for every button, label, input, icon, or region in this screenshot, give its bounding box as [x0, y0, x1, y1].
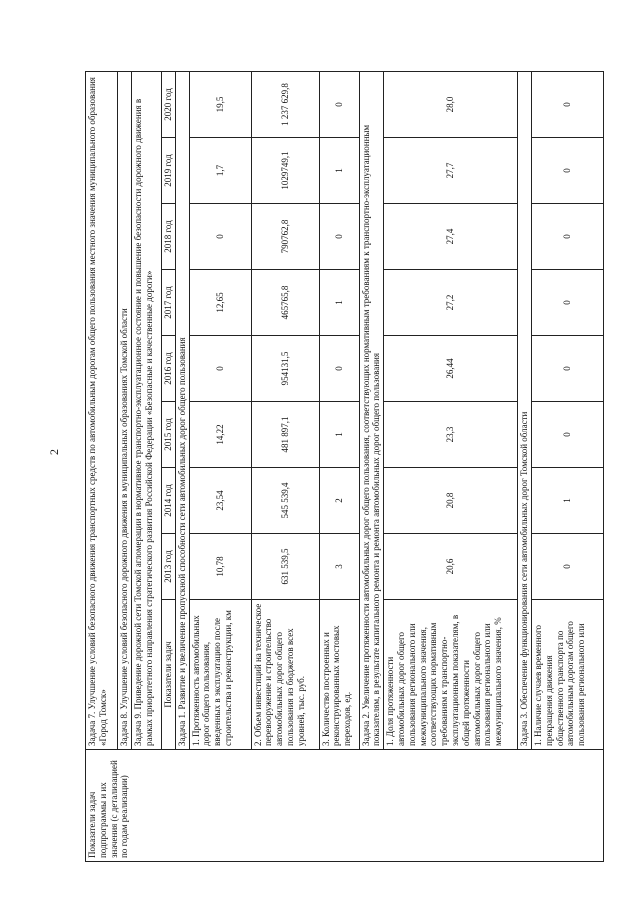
year-header: 2020 год: [162, 71, 176, 137]
table-cell: 0: [531, 204, 603, 270]
indicator-label: 2. Объем инвестиций на техническое перевооружение и строительство автомобильных дорог общего пользования из бюджетов всех уровней, тыс. руб.: [251, 600, 319, 750]
table-cell: 545 539,4: [251, 468, 319, 534]
indicator-label: 1. Доля протяженности автомобильных дорог общего пользования регионального или межмуниципального значения, соответствующих нормативным требованиям к транспортно-эксплуатационным показателям, в общей протяженности автомобильных дорог общего пользования регионального или межмуниципального значения, %: [384, 600, 518, 750]
section-title: Задача 3. Обеспечение функционирования сети автомобильных дорог Томской области: [518, 71, 532, 749]
table-cell: 27,4: [384, 204, 518, 270]
intro-task-7: Задача 7. Улучшение условий безопасного движения транспортных средств по автомобильным дорогам общего пользования местного значения муниципального образования «Город Томск»: [86, 71, 118, 749]
table-cell: 0: [319, 336, 359, 402]
indicators-table: [85, 71, 604, 862]
table-cell: 27,7: [384, 138, 518, 204]
indicator-label: 1. Протяженность автомобильных дорог общего пользования, введенных в эксплуатацию после строительства и реконструкции, км: [189, 600, 251, 750]
year-header: 2016 год: [162, 336, 176, 402]
table-cell: 481 897,1: [251, 402, 319, 468]
table-cell: 1: [319, 138, 359, 204]
table-cell: 12,65: [189, 270, 251, 336]
table-cell: 20,8: [384, 468, 518, 534]
table-cell: 1: [531, 468, 603, 534]
table-cell: 0: [319, 71, 359, 137]
table-cell: 0: [319, 204, 359, 270]
page-number: 2: [47, 449, 61, 455]
intro-task-8: Задача 8. Улучшение условий безопасного дорожного движения в муниципальных образованиях Томской области: [118, 71, 132, 749]
table-cell: 28,0: [384, 71, 518, 137]
table-cell: 0: [189, 336, 251, 402]
table-cell: 14,22: [189, 402, 251, 468]
rotated-table-container: [85, 72, 630, 862]
table-cell: 26,44: [384, 336, 518, 402]
table-cell: 10,78: [189, 534, 251, 600]
section-title: Задача 2. Увеличение протяженности автомобильных дорог общего пользования, соответствующих нормативным требованиям к транспортно-эксплуатационным показателям, в результате капитального ремонта и ремонта автомобильных дорог общего пользования: [359, 71, 384, 749]
table-cell: 3: [319, 534, 359, 600]
year-header: 2015 год: [162, 402, 176, 468]
table-cell: 2: [319, 468, 359, 534]
table-cell: 23,3: [384, 402, 518, 468]
table-cell: 465765,8: [251, 270, 319, 336]
table-cell: 19,5: [189, 71, 251, 137]
table-cell: 0: [531, 138, 603, 204]
table-cell: 23,54: [189, 468, 251, 534]
table-cell: 0: [531, 336, 603, 402]
table-cell: 0: [531, 270, 603, 336]
intro-task-9: Задача 9. Приведение дорожной сети Томской агломерации в нормативное транспортно-эксплуатационное состояние и повышение безопасности дорожного движения в рамках приоритетного направления стратегического развития Российской Федерации «Безопасные и качественные дороги»: [132, 71, 162, 749]
table-cell: 1029749,1: [251, 138, 319, 204]
year-header: 2013 год: [162, 534, 176, 600]
section-title: Задача 1. Развитие и увеличение пропускной способности сети автомобильных дорог общего пользования: [175, 71, 189, 749]
column-header-label: Показатели задач: [162, 600, 176, 750]
year-header: 2014 год: [162, 468, 176, 534]
table-cell: 0: [189, 204, 251, 270]
table-cell: 1,7: [189, 138, 251, 204]
year-header: 2018 год: [162, 204, 176, 270]
indicator-label: 1. Наличие случаев временного прекращения движения общественного транспорта по автомобильным дорогам общего пользования регионального или: [531, 600, 603, 750]
table-cell: 27,2: [384, 270, 518, 336]
table-cell: 0: [531, 402, 603, 468]
table-cell: 631 539,5: [251, 534, 319, 600]
year-header: 2017 год: [162, 270, 176, 336]
table-cell: 1: [319, 270, 359, 336]
indicator-label: 3. Количество построенных и реконструированных мостовых переходов, ед.: [319, 600, 359, 750]
year-header: 2019 год: [162, 138, 176, 204]
table-cell: 20,6: [384, 534, 518, 600]
table-cell: 954131,5: [251, 336, 319, 402]
table-cell: 0: [531, 534, 603, 600]
table-cell: 790762,8: [251, 204, 319, 270]
table-cell: 0: [531, 71, 603, 137]
left-header-cell: Показатели задач подпрограммы и их значения (с детализацией по годам реализации): [86, 750, 604, 862]
table-cell: 1: [319, 402, 359, 468]
table-cell: 1 237 629,8: [251, 71, 319, 137]
